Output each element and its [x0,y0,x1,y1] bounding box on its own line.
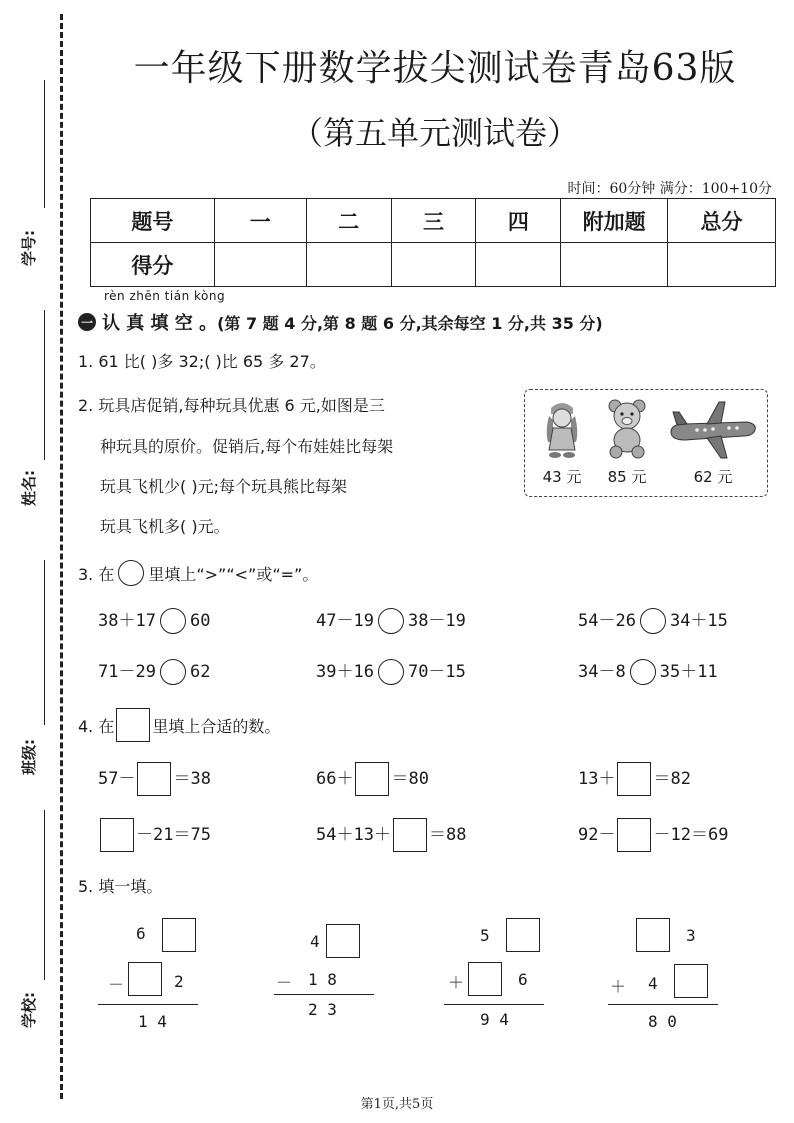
toy-doll [537,398,587,487]
vertical-calc [98,914,208,1034]
school-label: 学校: [20,992,38,1028]
calc-top-digit: 5 [480,926,490,945]
question-3-heading [78,560,318,586]
compare-answer-circle[interactable] [160,659,186,685]
score-cell[interactable] [214,243,306,287]
calc-operator: － [276,973,293,992]
calc-answer-box[interactable] [326,924,360,958]
teddy-bear-icon [603,398,651,460]
question-2-line-3: 玩具飞机少( )元;每个玩具熊比每架 [100,477,347,496]
toy-airplane [665,398,761,487]
compare-answer-circle[interactable] [640,608,666,634]
vertical-calc [274,918,384,1028]
fill-item [98,762,211,796]
fill-before: 92－ [578,825,616,845]
question-5-heading: 5. 填一填。 [78,877,163,896]
calc-mid-digits: 1 8 [308,970,337,989]
fill-item [316,762,429,796]
calc-result: 9 4 [480,1010,509,1029]
square-icon [116,708,150,742]
calc-result: 8 0 [648,1012,677,1031]
binding-margin [0,0,70,1123]
school-field[interactable] [8,810,58,1030]
question-3-suffix: 里填上“>”“<”或“=”。 [148,564,319,584]
fill-answer-box[interactable] [355,762,389,796]
compare-left: 39＋16 [316,662,374,682]
exam-subtitle: （第五单元测试卷） [290,114,579,152]
fill-before: 57－ [98,769,136,789]
compare-left: 54－26 [578,611,636,631]
fill-after: ＝80 [391,769,429,789]
compare-item [578,606,728,634]
score-header-cell: 总分 [668,199,776,243]
student-id-line [44,80,45,208]
fill-after: －21＝75 [136,825,211,845]
score-header-cell: 附加题 [561,199,668,243]
question-2-line-2: 种玩具的原价。促销后,每个布娃娃比每架 [100,437,394,456]
calc-line [98,1004,198,1005]
score-cell[interactable] [391,243,476,287]
fill-after: ＝82 [653,769,691,789]
fill-before: 13＋ [578,769,616,789]
compare-right: 60 [189,611,211,631]
compare-right: 38－19 [407,611,466,631]
section1-heading [78,309,603,335]
fill-before: 54＋13＋ [316,825,391,845]
fill-before: 66＋ [316,769,354,789]
score-row [91,243,776,287]
calc-answer-box[interactable] [128,962,162,996]
compare-item [98,606,210,634]
fill-after: ＝88 [428,825,467,845]
score-cell[interactable] [306,243,391,287]
name-field[interactable] [8,310,58,520]
calc-line [274,994,374,995]
calc-answer-box[interactable] [468,962,502,996]
compare-left: 34－8 [578,662,626,682]
fill-answer-box[interactable] [100,818,134,852]
compare-answer-circle[interactable] [160,608,186,634]
calc-mid-digits: 4 [648,974,658,993]
score-cell[interactable] [476,243,561,287]
toy-teddy-bear-price: 85 元 [607,468,647,486]
fill-after: ＝38 [173,769,211,789]
compare-left: 38＋17 [98,611,156,631]
compare-right: 70－15 [407,662,466,682]
compare-item [316,606,466,634]
fill-answer-box[interactable] [137,762,171,796]
page-footer: 第1页,共5页 [360,1097,434,1112]
question-4-suffix: 里填上合适的数。 [152,716,281,736]
question-2-line-1: 2. 玩具店促销,每种玩具优惠 6 元,如图是三 [78,396,385,415]
student-id-label: 学号: [20,230,38,266]
fill-answer-box[interactable] [617,762,651,796]
class-label: 班级: [20,739,38,775]
question-4-prefix: 4. 在 [78,716,115,736]
score-header-cell: 一 [214,199,306,243]
question-4-heading [78,708,280,742]
calc-operator: ＋ [448,973,465,992]
calc-line [444,1004,544,1005]
fill-item [98,818,211,852]
doll-icon [539,398,585,460]
calc-top-digit: 3 [686,926,696,945]
fill-answer-box[interactable] [617,818,651,852]
section1-pinyin: rèn zhēn tián kòng [104,289,226,303]
compare-right: 62 [189,662,211,682]
calc-operator: － [108,975,125,994]
score-cell[interactable] [668,243,776,287]
calc-top-digit: 6 [136,924,146,943]
airplane-icon [667,398,759,460]
calc-answer-box[interactable] [636,918,670,952]
compare-right: 35＋11 [659,662,718,682]
fill-after: －12＝69 [653,825,729,845]
toy-teddy-bear [601,398,653,487]
calc-result: 2 3 [308,1000,337,1019]
score-header-cell: 题号 [91,199,215,243]
compare-left: 47－19 [316,611,374,631]
score-header-cell: 二 [306,199,391,243]
calc-answer-box[interactable] [162,918,196,952]
toy-airplane-price: 62 元 [693,468,733,486]
school-line [44,810,45,980]
compare-answer-circle[interactable] [378,659,404,685]
calc-line [608,1004,718,1005]
vertical-calc [608,914,718,1034]
score-header-cell: 四 [476,199,561,243]
calc-top-digit: 4 [310,932,320,951]
section1-points: (第 7 题 4 分,第 8 题 6 分,其余每空 1 分,共 35 分) [217,313,603,333]
score-cell[interactable] [561,243,668,287]
compare-left: 71－29 [98,662,156,682]
class-line [44,560,45,725]
calc-mid-digits: 6 [518,970,528,989]
question-3-prefix: 3. 在 [78,564,115,584]
calc-result: 1 4 [138,1012,167,1031]
fill-item [578,818,728,852]
calc-mid-digits: 2 [174,972,184,991]
section1-title: 认 真 填 空 。 [102,313,218,334]
name-label: 姓名: [20,470,38,506]
compare-item [98,657,210,685]
section-number-badge: 一 [78,313,96,331]
compare-answer-circle[interactable] [630,659,656,685]
class-field[interactable] [8,560,58,780]
calc-answer-box[interactable] [506,918,540,952]
circle-icon [118,560,144,586]
toy-price-panel [524,389,768,497]
score-header-cell: 三 [391,199,476,243]
fill-item [316,818,466,852]
vertical-calc [444,914,554,1034]
score-table [90,198,776,287]
question-1: 1. 61 比( )多 32;( )比 65 多 27。 [78,352,326,371]
fill-item [578,762,691,796]
score-row-label: 得分 [91,243,215,287]
compare-right: 34＋15 [669,611,728,631]
toy-doll-price: 43 元 [542,468,582,486]
calc-answer-box[interactable] [674,964,708,998]
score-header-row [91,199,776,243]
compare-item [578,657,718,685]
binding-dashed-line [60,14,63,1099]
student-id-field[interactable] [8,80,58,280]
time-info: 时间：60分钟 满分：100+10分 [567,181,772,197]
question-2-line-4: 玩具飞机多( )元。 [100,517,230,536]
compare-item [316,657,466,685]
calc-operator: ＋ [610,977,627,996]
fill-answer-box[interactable] [393,818,427,852]
compare-answer-circle[interactable] [378,608,404,634]
name-line [44,310,45,460]
exam-title: 一年级下册数学拔尖测试卷青岛63版 [133,48,737,89]
